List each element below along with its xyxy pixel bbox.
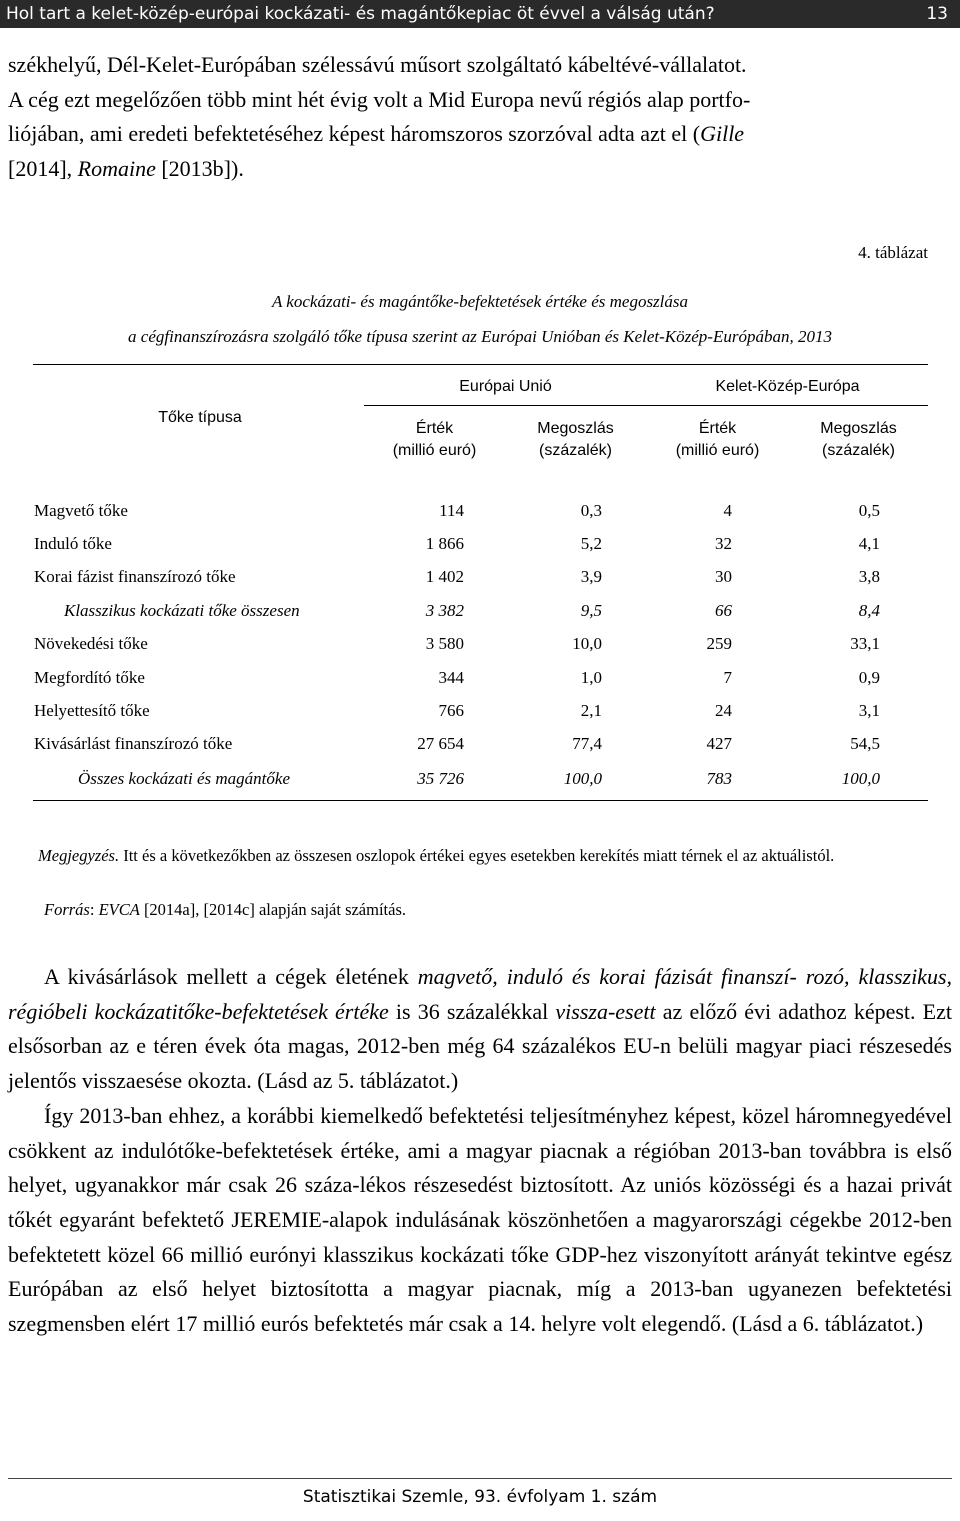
table-label: 4. táblázat bbox=[858, 243, 928, 262]
header-capital-type: Tőke típusa bbox=[158, 409, 242, 426]
table-row-subtotal: Klasszikus kockázati tőke összesen 3 382 9,5 66 8,4 bbox=[64, 601, 880, 620]
table-header-rule-eu bbox=[364, 405, 647, 406]
running-header-title: Hol tart a kelet-közép-európai kockázati- és magántőkepiac öt évvel a válság után? bbox=[6, 4, 715, 24]
note-label: Megjegyzés. bbox=[38, 846, 120, 865]
table-note: Megjegyzés. Itt és a következőkben az összesen oszlopok értékei egyes esetekben kerekítés miatt térnek el az aktuálistól. bbox=[38, 846, 835, 865]
table-caption-line1: A kockázati- és magántőke-befektetések értéke és megoszlása bbox=[271, 292, 689, 311]
table-row: Korai fázist finanszírozó tőke 1 402 3,9 30 3,8 bbox=[34, 567, 880, 586]
citation-author: Romaine bbox=[77, 156, 156, 182]
table-row: Magvető tőke 114 0,3 4 0,5 bbox=[34, 501, 880, 520]
table-source: Forrás: EVCA [2014a], [2014c] alapján saját számítás. bbox=[44, 900, 407, 919]
citation-author: Gille bbox=[700, 121, 745, 147]
table-row: Növekedési tőke 3 580 10,0 259 33,1 bbox=[34, 634, 880, 653]
header-eu-share: Megoszlás (százalék) bbox=[537, 420, 614, 459]
top-paragraph-line: székhelyű, Dél-Kelet-Európában szélessávú műsort szolgáltató kábeltévé-vállalatot. bbox=[8, 52, 747, 77]
header-kke-share: Megoszlás (százalék) bbox=[820, 420, 897, 459]
top-paragraph-line: liójában, ami eredeti befektetéséhez képest háromszoros szorzóval adta azt el ( bbox=[8, 121, 701, 147]
header-kke-value: Érték (millió euró) bbox=[675, 420, 760, 459]
top-paragraph-line: [2014], bbox=[8, 156, 78, 182]
top-paragraph-line: A cég ezt megelőzően több mint hét évig volt a Mid Europa nevű régiós alap portfo- bbox=[8, 86, 751, 112]
page-number: 13 bbox=[926, 4, 948, 24]
bottom-paragraphs bbox=[8, 960, 952, 1342]
top-paragraph-line: [2013b]). bbox=[155, 156, 244, 182]
top-paragraph bbox=[8, 48, 952, 187]
source-name: EVCA bbox=[98, 900, 140, 919]
table-caption-line2: a cégfinanszírozásra szolgáló tőke típusa szerint az Európai Unióban és Kelet-Közép-Európában, 2013 bbox=[128, 327, 832, 346]
header-eu: Európai Unió bbox=[459, 378, 552, 395]
table-bottom-rule bbox=[33, 800, 928, 801]
header-kke: Kelet-Közép-Európa bbox=[715, 378, 860, 395]
header-eu-value: Érték (millió euró) bbox=[392, 420, 477, 459]
source-label: Forrás bbox=[44, 900, 90, 919]
table-row: Megfordító tőke 344 1,0 7 0,9 bbox=[34, 668, 880, 687]
paragraph-2: Így 2013-ban ehhez, a korábbi kiemelkedő befektetési teljesítményhez képest, közel háromnegyedével csökkent az indulótőke-befektetések értéke, ami a magyar piacnak a régióban 2013-ban továbbra is első helyet, ugyanakkor már csak 26 száza-lékos részesedést biztosított. Az uniós közösségi és a hazai privát tőkét egyaránt befektető JEREMIE-alapok indulásának köszönhetően a magyarországi cégekbe 2012-ben befektetett közel 66 millió eurónyi klasszikus kockázati tőke GDP-hez viszonyított arányát tekintve egész Európában az első helyet biztosította a magyar piacnak, míg a 2013-ban ugyanezen befektetési szegmensben elért 17 millió eurós befektetés már csak a 14. helyre volt elegendő. (Lásd a 6. táblázatot.) bbox=[8, 1102, 952, 1337]
running-header bbox=[0, 0, 960, 28]
table-row-total: Összes kockázati és magántőke 35 726 100,0 783 100,0 bbox=[78, 769, 880, 788]
table-top-rule bbox=[33, 364, 928, 365]
journal-footer: Statisztikai Szemle, 93. évfolyam 1. szám bbox=[302, 1487, 658, 1507]
table-header-rule-kke bbox=[647, 405, 928, 406]
footer-rule bbox=[8, 1478, 952, 1479]
table-row: Helyettesítő tőke 766 2,1 24 3,1 bbox=[34, 701, 880, 720]
table-row: Kivásárlást finanszírozó tőke 27 654 77,4 427 54,5 bbox=[34, 734, 880, 753]
paragraph-1: A kivásárlások mellett a cégek életének magvető, induló és korai fázisát finanszí- rozó, klasszikus, régióbeli kockázatitőke-befektetések értéke is 36 százalékkal vissza-esett az előző évi adathoz képest. Ezt elsősorban az e téren évek óta magas, 2012-ben még 64 százalékos EU-n belüli magyar piaci részesedés jelentős visszaesése okozta. (Lásd az 5. táblázatot.) bbox=[8, 964, 953, 1094]
table-row: Induló tőke 1 866 5,2 32 4,1 bbox=[34, 534, 880, 553]
